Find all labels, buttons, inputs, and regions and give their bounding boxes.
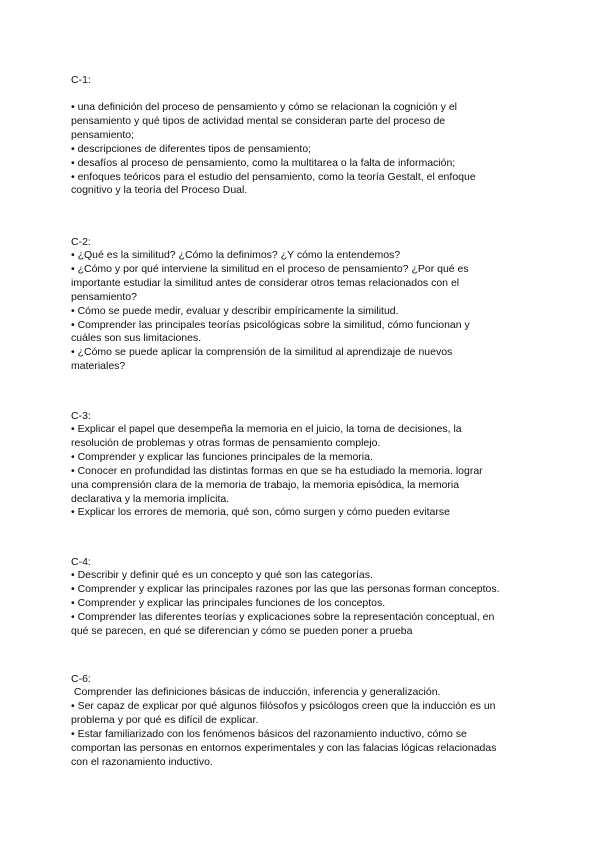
list-line: • Ser capaz de explicar por qué algunos filósofos y psicólogos creen que la inducción es un bbox=[71, 699, 496, 712]
list-line: importante estudiar la similitud antes de considerar otros temas relacionados con el bbox=[71, 276, 460, 289]
list-line: • enfoques teóricos para el estudio del pensamiento, como la teoría Gestalt, el enfoque bbox=[71, 170, 476, 183]
list-line: una comprensión clara de la memoria de trabajo, la memoria episódica, la memoria bbox=[71, 478, 460, 491]
section-heading: C-6: bbox=[71, 673, 91, 685]
list-line: • Explicar los errores de memoria, qué son, cómo surgen y cómo pueden evitarse bbox=[71, 506, 450, 519]
list-line: • Comprender y explicar las funciones principales de la memoria. bbox=[71, 450, 373, 463]
list-line: • Describir y definir qué es un concepto y qué son las categorías. bbox=[71, 569, 373, 581]
list-line: • Comprender y explicar las principales funciones de los conceptos. bbox=[71, 596, 386, 609]
list-line: declarativa y la memoria implícita. bbox=[71, 492, 230, 505]
list-line: pensamiento; bbox=[71, 128, 135, 141]
list-line: • desafíos al proceso de pensamiento, como la multitarea o la falta de información; bbox=[71, 156, 456, 169]
section-c4 bbox=[71, 556, 541, 639]
list-line: • descripciones de diferentes tipos de pensamiento; bbox=[71, 142, 312, 155]
list-line: • Estar familiarizado con los fenómenos básicos del razonamiento inductivo, cómo se bbox=[71, 727, 467, 740]
list-line: resolución de problemas y otras formas de pensamiento complejo. bbox=[71, 436, 381, 449]
section-c1 bbox=[71, 74, 541, 198]
list-line: • Conocer en profundidad las distintas formas en que se ha estudiado la memoria. lograr bbox=[71, 464, 483, 477]
list-line: cuáles son sus limitaciones. bbox=[71, 332, 202, 345]
section-heading: C-1: bbox=[71, 74, 91, 86]
list-line: • Explicar el papel que desempeña la memoria en el juicio, la toma de decisiones, la bbox=[71, 423, 462, 435]
list-line: pensamiento? bbox=[71, 290, 137, 303]
list-line: • ¿Cómo se puede aplicar la comprensión de la similitud al aprendizaje de nuevos bbox=[71, 346, 453, 359]
list-line: comportan las personas en entornos experimentales y con las falacias lógicas relacionadas bbox=[71, 741, 497, 754]
list-line: • ¿Cómo y por qué interviene la similitud en el proceso de pensamiento? ¿Por qué es bbox=[71, 262, 469, 275]
list-line: cognitivo y la teoría del Proceso Dual. bbox=[71, 184, 248, 197]
list-line: qué se parecen, en qué se diferencian y cómo se pueden poner a prueba bbox=[71, 624, 413, 637]
list-line: • Comprender y explicar las principales razones por las que las personas forman conceptos. bbox=[71, 582, 500, 595]
list-line: • ¿Qué es la similitud? ¿Cómo la definimos? ¿Y cómo la entendemos? bbox=[71, 249, 401, 261]
list-line: problema y por qué es difícil de explicar. bbox=[71, 713, 259, 726]
section-c6 bbox=[71, 673, 541, 769]
list-line: • Comprender las diferentes teorías y explicaciones sobre la representación conceptual, en bbox=[71, 610, 495, 623]
section-heading: C-2: bbox=[71, 236, 91, 248]
list-line: • Comprender las principales teorías psicológicas sobre la similitud, cómo funcionan y bbox=[71, 318, 470, 331]
list-line: materiales? bbox=[71, 360, 126, 373]
list-line: • una definición del proceso de pensamiento y cómo se relacionan la cognición y el bbox=[71, 101, 457, 113]
section-c3 bbox=[71, 410, 541, 520]
list-line: con el razonamiento inductivo. bbox=[71, 755, 213, 768]
section-heading: C-3: bbox=[71, 410, 91, 422]
list-line: • Cómo se puede medir, evaluar y describir empíricamente la similitud. bbox=[71, 304, 399, 317]
list-line: Comprender las definiciones básicas de inducción, inferencia y generalización. bbox=[71, 686, 441, 698]
section-c2 bbox=[71, 236, 541, 374]
section-heading: C-4: bbox=[71, 556, 91, 568]
list-line: pensamiento y qué tipos de actividad mental se consideran parte del proceso de bbox=[71, 114, 446, 127]
